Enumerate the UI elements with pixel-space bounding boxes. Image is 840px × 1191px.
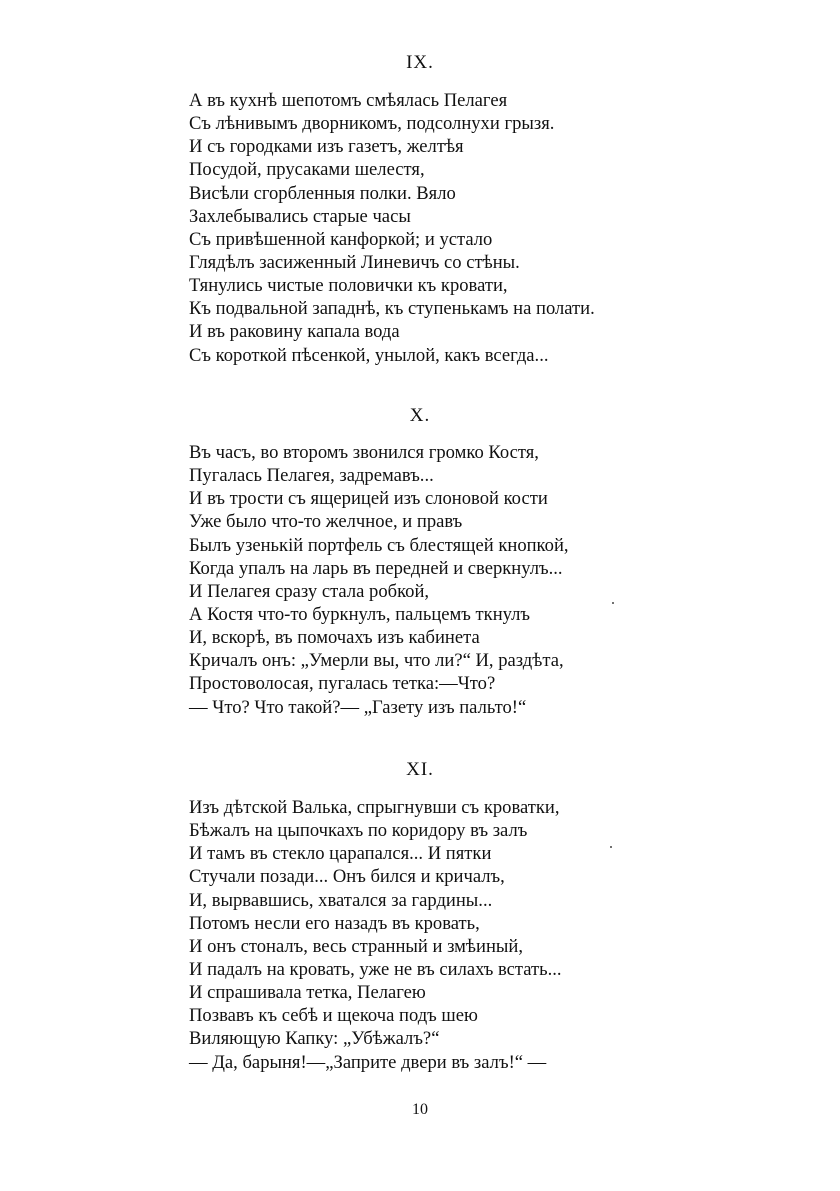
section-heading-xi: XI. [406, 759, 434, 780]
stanza-ix [189, 89, 689, 367]
print-speck [612, 602, 614, 604]
verse-line: И, вырвавшись, хватался за гардины... [189, 889, 493, 911]
stanza-x [189, 441, 689, 719]
verse-line: Съ короткой пѣсенкой, унылой, какъ всегда... [189, 344, 549, 366]
verse-line: И онъ стоналъ, весь странный и змѣиный, [189, 935, 524, 957]
verse-line: И съ городками изъ газетъ, желтѣя [189, 136, 464, 158]
verse-line: А Костя что-то буркнулъ, пальцемъ ткнулъ [189, 603, 531, 625]
verse-line: Уже было что-то желчное, и правъ [189, 511, 463, 533]
verse-line: Изъ дѣтской Валька, спрыгнувши съ кроватки, [189, 797, 560, 818]
verse-line: А въ кухнѣ шепотомъ смѣялась Пелагея [189, 90, 508, 111]
verse-line: И въ раковину капала вода [189, 321, 400, 343]
verse-line: Глядѣлъ засиженный Линевичъ со стѣны. [189, 251, 520, 273]
verse-line: И въ трости съ ящерицей изъ слоновой кости [189, 488, 548, 510]
verse-line: Въ часъ, во второмъ звонился громко Костя, [189, 442, 539, 463]
section-heading-ix: IX. [406, 52, 434, 73]
verse-line: Висѣли сгорбленныя полки. Вяло [189, 182, 456, 204]
verse-line: И Пелагея сразу стала робкой, [189, 580, 430, 602]
verse-line: Посудой, прусаками шелестя, [189, 159, 425, 181]
verse-line: Захлебывались старые часы [189, 205, 411, 227]
page-number: 10 [412, 1101, 428, 1118]
verse-line: Съ лѣнивымъ дворникомъ, подсолнухи грызя. [189, 113, 555, 135]
verse-line: Съ привѣшенной канфоркой; и устало [189, 228, 493, 250]
verse-line: И, вскорѣ, въ помочахъ изъ кабинета [189, 627, 480, 649]
verse-line: Кричалъ онъ: „Умерли вы, что ли?“ И, раздѣта, [189, 650, 564, 672]
verse-line: Тянулись чистые половички къ кровати, [189, 275, 508, 297]
verse-line: Когда упалъ на ларь въ передней и сверкнулъ... [189, 557, 563, 579]
verse-line: Пугалась Пелагея, задремавъ... [189, 465, 434, 487]
verse-line: Виляющую Капку: „Убѣжалъ?“ [189, 1028, 440, 1050]
verse-line: И тамъ въ стекло царапался... И пятки [189, 843, 492, 865]
verse-line: Стучали позади... Онъ бился и кричалъ, [189, 866, 505, 888]
stanza-xi [189, 796, 689, 1074]
verse-line: Былъ узенькій портфель съ блестящей кнопкой, [189, 534, 569, 556]
verse-line: — Что? Что такой?— „Газету изъ пальто!“ [189, 696, 527, 718]
verse-line: — Да, барыня!—„Заприте двери въ залъ!“ — [189, 1051, 547, 1073]
verse-line: И спрашивала тетка, Пелагею [189, 982, 426, 1004]
print-speck [610, 846, 612, 848]
verse-line: Бѣжалъ на цыпочкахъ по коридору въ залъ [189, 820, 528, 842]
verse-line: Потомъ несли его назадъ въ кровать, [189, 912, 480, 934]
verse-line: Къ подвальной западнѣ, къ ступенькамъ на полати. [189, 298, 595, 320]
verse-line: Позвавъ къ себѣ и щекоча подъ шею [189, 1005, 478, 1027]
verse-line: Простоволосая, пугалась тетка:—Что? [189, 673, 496, 695]
verse-line: И падалъ на кровать, уже не въ силахъ встать... [189, 958, 562, 980]
section-heading-x: X. [409, 405, 431, 426]
